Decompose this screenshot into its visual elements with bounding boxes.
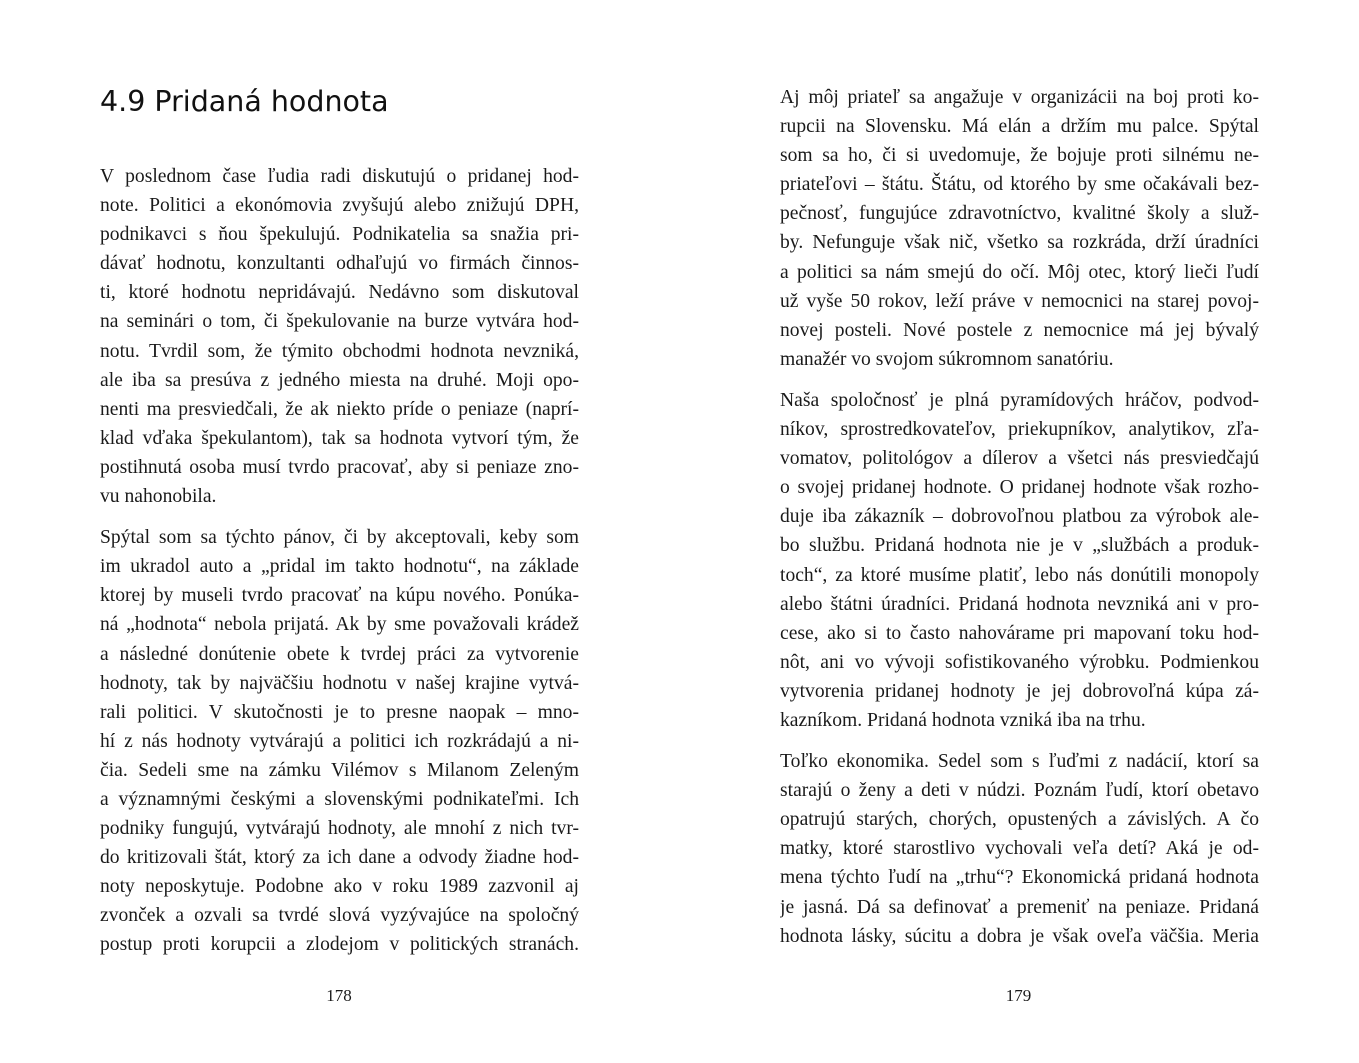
text-line: podnikavci s ňou špekulujú. Podnikatelia sa snažia pri-: [100, 224, 579, 246]
text-line: kazníkom. Pridaná hodnota vzniká iba na trhu.: [780, 709, 1146, 731]
text-line: Naša spoločnosť je plná pyramídových hráčov, podvod-: [780, 389, 1259, 411]
paragraph-gap: [780, 735, 1259, 747]
text-line: im ukradol auto a „pridal im takto hodnotu“, na základe: [100, 556, 579, 578]
right-page: [680, 0, 1359, 1063]
text-line: o svojej pridanej hodnote. O pridanej hodnote však rozho-: [780, 477, 1259, 499]
paragraph: [100, 523, 579, 959]
text-line: podniky fungujú, vytvárajú hodnoty, ale mnohí z nich tvr-: [100, 818, 579, 840]
text-line: hí z nás hodnoty vytvárajú a politici ich rozkrádajú a ni-: [100, 730, 579, 752]
text-line: zvonček a ozvali sa tvrdé slová vyzývajúce na spoločný: [100, 905, 579, 927]
text-line: novej posteli. Nové postele z nemocnice má jej bývalý: [780, 319, 1259, 341]
chapter-title: 4.9 Pridaná hodnota: [100, 85, 389, 118]
text-line: čia. Sedeli sme na zámku Vilémov s Milanom Zeleným: [100, 759, 579, 781]
text-line: níkov, sprostredkovateľov, priekupníkov, analytikov, zľa-: [780, 419, 1259, 441]
text-line: a významnými českými a slovenskými podnikateľmi. Ich: [100, 788, 579, 810]
paragraph: [780, 386, 1259, 735]
paragraph: [780, 83, 1259, 374]
text-line: toch“, za ktoré musíme platiť, lebo nás donútili monopoly: [780, 564, 1259, 586]
text-line: ti, ktoré hodnotu nepridávajú. Nedávno som diskutoval: [100, 282, 579, 304]
text-line: vomatov, politológov a dílerov a všetci nás presviedčajú: [780, 448, 1259, 470]
text-line: ná „hodnota“ nebola prijatá. Ak by sme považovali krádež: [100, 614, 579, 636]
text-line: som sa ho, či si uvedomuje, že bojuje proti silnému ne-: [780, 145, 1259, 167]
left-body-text: [100, 162, 579, 960]
text-line: Aj môj priateľ sa angažuje v organizácii na boj proti ko-: [780, 87, 1259, 108]
text-line: hodnota lásky, súcitu a dobra je však oveľa väčšia. Meria: [780, 925, 1259, 947]
text-line: vu nahonobila.: [100, 486, 217, 508]
text-line: klad vďaka špekulantom), tak sa hodnota vytvorí tým, že: [100, 427, 579, 449]
paragraph-gap: [780, 374, 1259, 386]
text-line: vytvorenia pridanej hodnoty je jej dobrovoľná kúpa zá-: [780, 680, 1259, 702]
text-line: ktorej by museli tvrdo pracovať na kúpu nového. Ponúka-: [100, 585, 579, 607]
text-line: už vyše 50 rokov, leží práve v nemocnici na starej povoj-: [780, 290, 1259, 312]
text-line: nôt, ani vo vývoji sofistikovaného výrobku. Podmienkou: [780, 651, 1259, 673]
text-line: pečnosť, fungujúce zdravotníctvo, kvalitné školy a služ-: [780, 203, 1259, 225]
text-line: cese, ako si to často nahovárame pri mapovaní toku hod-: [780, 622, 1259, 644]
text-line: V poslednom čase ľudia radi diskutujú o pridanej hod-: [100, 166, 579, 187]
text-line: alebo štátni úradníci. Pridaná hodnota nevzniká ani v pro-: [780, 593, 1259, 615]
text-line: manažér vo svojom súkromnom sanatóriu.: [780, 348, 1114, 370]
paragraph: [780, 747, 1259, 951]
text-line: noty neposkytuje. Podobne ako v roku 1989 zazvonil aj: [100, 876, 579, 898]
text-line: postup proti korupcii a zlodejom v politických stranách.: [100, 934, 579, 956]
text-line: Spýtal som sa týchto pánov, či by akceptovali, keby som: [100, 527, 579, 549]
text-line: je jasná. Dá sa definovať a premeniť na peniaze. Pridaná: [780, 896, 1259, 918]
text-line: rupcii na Slovensku. Má elán a držím mu palce. Spýtal: [780, 116, 1259, 138]
text-line: matky, ktoré starostlivo vychovali veľa detí? Aká je od-: [780, 838, 1259, 860]
text-line: by. Nefunguje však nič, všetko sa rozkráda, drží úradníci: [780, 232, 1259, 254]
text-line: ale iba sa presúva z jedného miesta na druhé. Moji opo-: [100, 369, 579, 391]
text-line: priateľovi – štátu. Štátu, od ktorého by sme očakávali bez-: [780, 174, 1259, 196]
text-line: mena týchto ľudí na „trhu“? Ekonomická pridaná hodnota: [780, 867, 1259, 889]
text-line: a politici sa nám smejú do očí. Môj otec, ktorý lieči ľudí: [780, 261, 1259, 283]
text-line: bo službu. Pridaná hodnota nie je v „službách a produk-: [780, 535, 1259, 557]
text-line: notu. Tvrdil som, že týmito obchodmi hodnota nevzniká,: [100, 340, 579, 362]
text-line: opatrujú starých, chorých, opustených a závislých. A čo: [780, 809, 1259, 831]
text-line: hodnoty, tak by najväčšiu hodnotu v našej krajine vytvá-: [100, 672, 579, 694]
paragraph: [100, 162, 579, 511]
text-line: nenti ma presviedčali, že ak niekto príde o peniaze (naprí-: [100, 398, 579, 420]
paragraph-gap: [100, 511, 579, 523]
text-line: note. Politici a ekonómovia zvyšujú alebo znižujú DPH,: [100, 195, 579, 217]
text-line: na seminári o tom, či špekulovanie na burze vytvára hod-: [100, 311, 579, 333]
text-line: do kritizovali štát, ktorý za ich dane a odvody žiadne hod-: [100, 847, 579, 869]
text-line: Toľko ekonomika. Sedel som s ľuďmi z nadácií, ktorí sa: [780, 751, 1259, 773]
page-number-right: 179: [1005, 986, 1032, 1005]
right-body-text: [780, 83, 1259, 951]
text-line: dávať hodnotu, konzultanti odhaľujú vo firmách činnos-: [100, 253, 579, 275]
text-line: postihnutá osoba musí tvrdo pracovať, aby si peniaze zno-: [100, 456, 579, 478]
page-number-left: 178: [326, 986, 352, 1005]
text-line: starajú o ženy a deti v núdzi. Poznám ľudí, ktorí obetavo: [780, 780, 1259, 802]
text-line: a následné donútenie obete k tvrdej práci za vytvorenie: [100, 643, 579, 665]
text-line: rali politici. V skutočnosti je to presne naopak – mno-: [100, 701, 579, 723]
text-line: duje iba zákazník – dobrovoľnou platbou za výrobok ale-: [780, 506, 1259, 528]
